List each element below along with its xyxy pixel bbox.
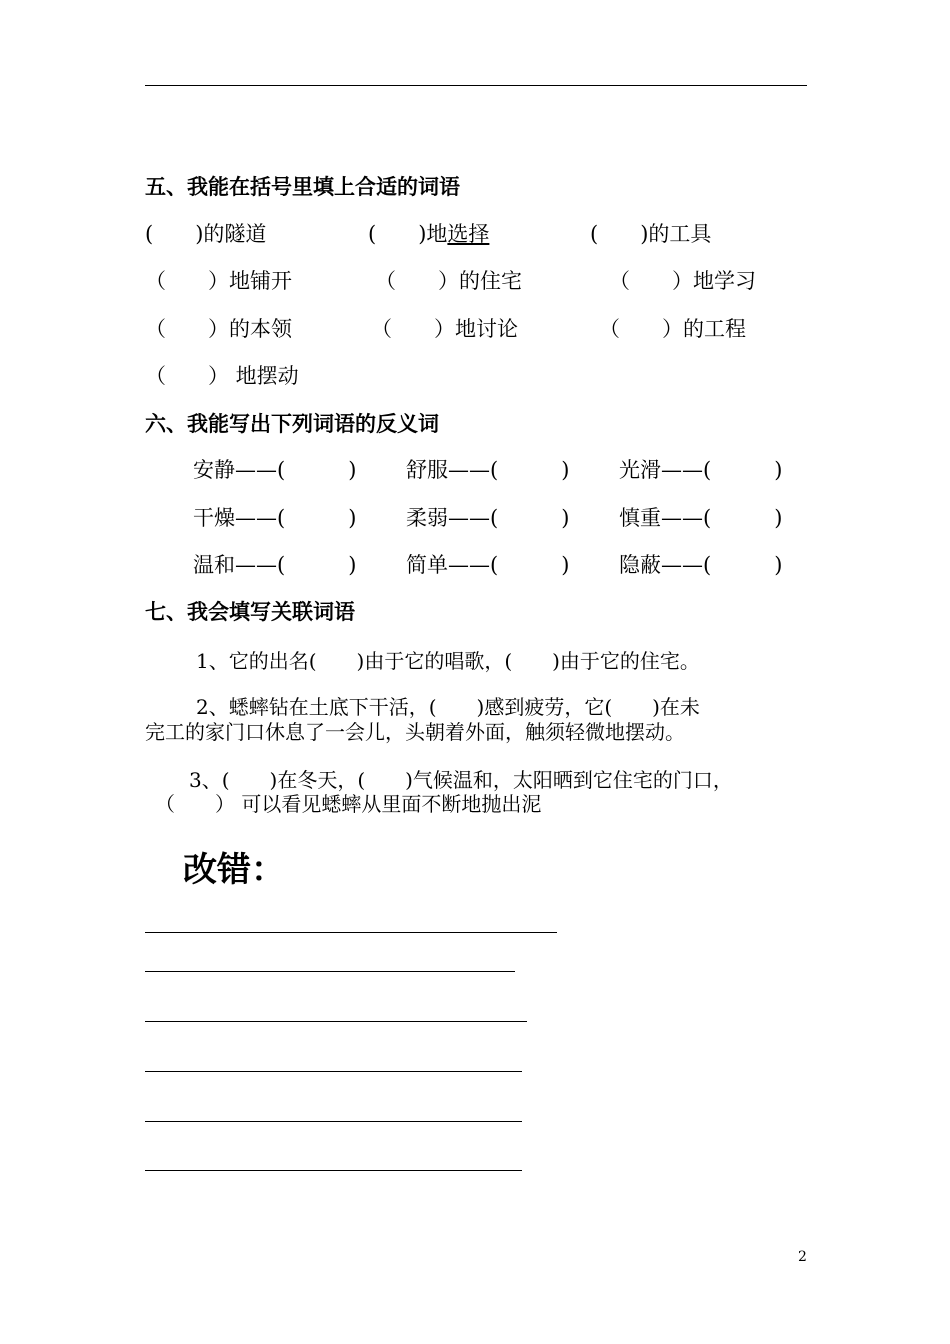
correction-title: 改错： <box>183 850 285 890</box>
section5-title: 五、我能在括号里填上合适的词语 <box>145 175 460 199</box>
antonym-item: 温和——( ) <box>193 553 357 577</box>
header-rule <box>145 85 807 86</box>
sentence-1: 1、它的出名( )由于它的唱歌，( )由于它的住宅。 <box>196 649 700 673</box>
s5-item: （ ）地讨论 <box>371 317 518 341</box>
sentence-3-line1: 3、( )在冬天，( )气候温和，太阳晒到它住宅的门口， <box>189 768 733 792</box>
s5-item: （ ）地学习 <box>609 269 756 293</box>
antonym-item: 舒服——( ) <box>406 458 570 482</box>
s5-item: ( )地选择 <box>368 222 490 246</box>
s5-item: （ ）地铺开 <box>145 269 292 293</box>
s5-item: （ ）的本领 <box>145 317 292 341</box>
underlined-word: 选择 <box>447 222 490 246</box>
sentence-2-line2: 完工的家门口休息了一会儿，头朝着外面，触须轻微地摆动。 <box>145 720 685 744</box>
antonym-item: 柔弱——( ) <box>406 506 570 530</box>
answer-line <box>145 1170 522 1171</box>
sentence-3-line2: （ ） 可以看见蟋蟀从里面不断地抛出泥 <box>155 792 542 816</box>
answer-line <box>145 1071 522 1072</box>
answer-line <box>145 1121 522 1122</box>
antonym-item: 光滑——( ) <box>619 458 783 482</box>
page-number: 2 <box>798 1249 807 1265</box>
answer-line <box>145 971 515 972</box>
s5-item: ( )的隧道 <box>145 222 267 246</box>
antonym-item: 隐蔽——( ) <box>619 553 783 577</box>
antonym-item: 安静——( ) <box>193 458 357 482</box>
antonym-item: 简单——( ) <box>406 553 570 577</box>
answer-line <box>145 1021 527 1022</box>
s5-item: （ ） 地摆动 <box>145 364 299 388</box>
section6-title: 六、我能写出下列词语的反义词 <box>145 412 439 436</box>
antonym-item: 干燥——( ) <box>193 506 357 530</box>
answer-line <box>145 932 557 933</box>
sentence-2-line1: 2、蟋蟀钻在土底下干活，( )感到疲劳，它( )在未 <box>196 695 700 719</box>
s5-item: （ ）的工程 <box>599 317 746 341</box>
s5-item: ( )的工具 <box>590 222 712 246</box>
section7-title: 七、我会填写关联词语 <box>145 600 355 624</box>
antonym-item: 慎重——( ) <box>619 506 783 530</box>
s5-item: （ ）的住宅 <box>375 269 522 293</box>
